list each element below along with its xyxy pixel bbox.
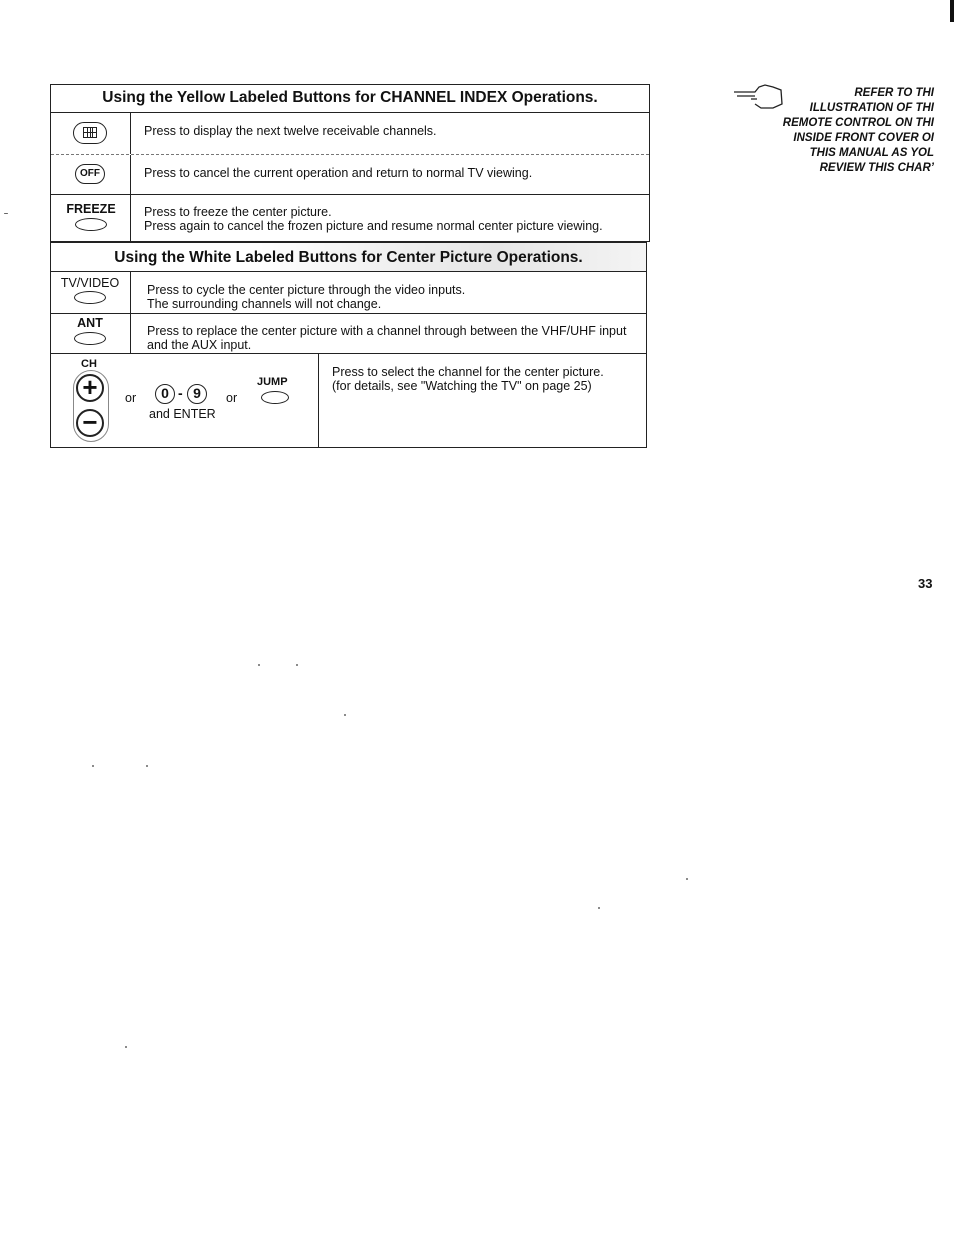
- channel-index-grid-icon: [83, 127, 97, 138]
- digit-9-icon: 9: [187, 384, 207, 404]
- desc-line: Press to cycle the center picture through the video inputs.: [147, 283, 466, 297]
- icon-cell: [51, 155, 131, 194]
- icon-cell: [51, 314, 131, 353]
- or-text: or: [226, 391, 238, 405]
- freeze-button-label: FREEZE: [66, 202, 116, 216]
- scan-speck: [686, 878, 688, 880]
- channel-down-icon: −: [76, 409, 104, 437]
- desc-line: and the AUX input.: [147, 338, 252, 352]
- freeze-button-icon: [75, 218, 107, 231]
- scan-speck: [296, 664, 298, 666]
- side-note-line: INSIDE FRONT COVER OI: [793, 132, 934, 144]
- channel-index-button: [73, 122, 107, 144]
- scan-speck: [4, 213, 8, 214]
- icon-cell: [51, 272, 131, 313]
- side-note-line: REMOTE CONTROL ON THI: [782, 117, 934, 129]
- side-note-line: THIS MANUAL AS YOL: [809, 147, 934, 159]
- center-picture-table: [50, 242, 647, 448]
- row-description: [332, 365, 604, 393]
- row-description: [147, 324, 626, 352]
- desc-line: Press to replace the center picture with a channel through between the VHF/UHF input: [147, 324, 627, 338]
- side-note: [754, 86, 934, 176]
- jump-button-icon: [261, 391, 289, 404]
- scan-speck: [598, 907, 600, 909]
- table-row: [51, 272, 646, 313]
- tv-video-button-icon: [74, 291, 106, 304]
- side-note-line: REVIEW THIS CHAR’: [819, 162, 934, 174]
- jump-button-label: JUMP: [257, 376, 288, 388]
- table-row: [51, 313, 646, 353]
- scan-speck: [258, 664, 260, 666]
- table-row: [51, 353, 646, 447]
- icon-cell: [51, 113, 131, 154]
- range-dash: -: [178, 385, 183, 401]
- scan-speck: [344, 714, 346, 716]
- off-button-icon: OFF: [75, 164, 105, 184]
- table1-header: Using the Yellow Labeled Buttons for CHANNEL INDEX Operations.: [51, 85, 649, 113]
- and-enter-text: and ENTER: [149, 407, 216, 421]
- desc-line: Press to freeze the center picture.: [144, 205, 332, 219]
- page-edge-mark: [950, 0, 954, 22]
- desc-line: Press to select the channel for the center picture.: [332, 365, 604, 379]
- row-description: Press to display the next twelve receivable channels.: [144, 124, 437, 138]
- or-text: or: [125, 391, 137, 405]
- row-description: Press to cancel the current operation and return to normal TV viewing.: [144, 166, 533, 180]
- table-row: [51, 113, 649, 154]
- channel-up-icon: +: [76, 374, 104, 402]
- channel-rocker: [73, 370, 109, 442]
- digit-0-icon: 0: [155, 384, 175, 404]
- desc-line: The surrounding channels will not change.: [147, 297, 382, 311]
- ant-button-icon: [74, 332, 106, 345]
- tv-video-button-label: TV/VIDEO: [60, 276, 120, 290]
- table-row: [51, 154, 649, 194]
- ant-button-label: ANT: [77, 316, 103, 330]
- row-description: [144, 205, 603, 233]
- page-number: 33: [918, 576, 933, 591]
- side-note-line: REFER TO THI: [854, 87, 934, 99]
- desc-line: (for details, see "Watching the TV" on page 25): [332, 379, 592, 393]
- table-row: [51, 194, 649, 242]
- channel-buttons-cell: [51, 354, 319, 447]
- scan-speck: [125, 1046, 127, 1048]
- scan-speck: [146, 765, 148, 767]
- table2-header: Using the White Labeled Buttons for Center Picture Operations.: [51, 242, 646, 272]
- ch-label: CH: [81, 358, 97, 370]
- desc-line: Press again to cancel the frozen picture and resume normal center picture viewing.: [144, 219, 603, 233]
- row-description: [147, 283, 465, 311]
- icon-cell: [51, 195, 131, 242]
- side-note-line: ILLUSTRATION OF THI: [809, 102, 934, 114]
- channel-index-table: [50, 84, 650, 242]
- scan-speck: [92, 765, 94, 767]
